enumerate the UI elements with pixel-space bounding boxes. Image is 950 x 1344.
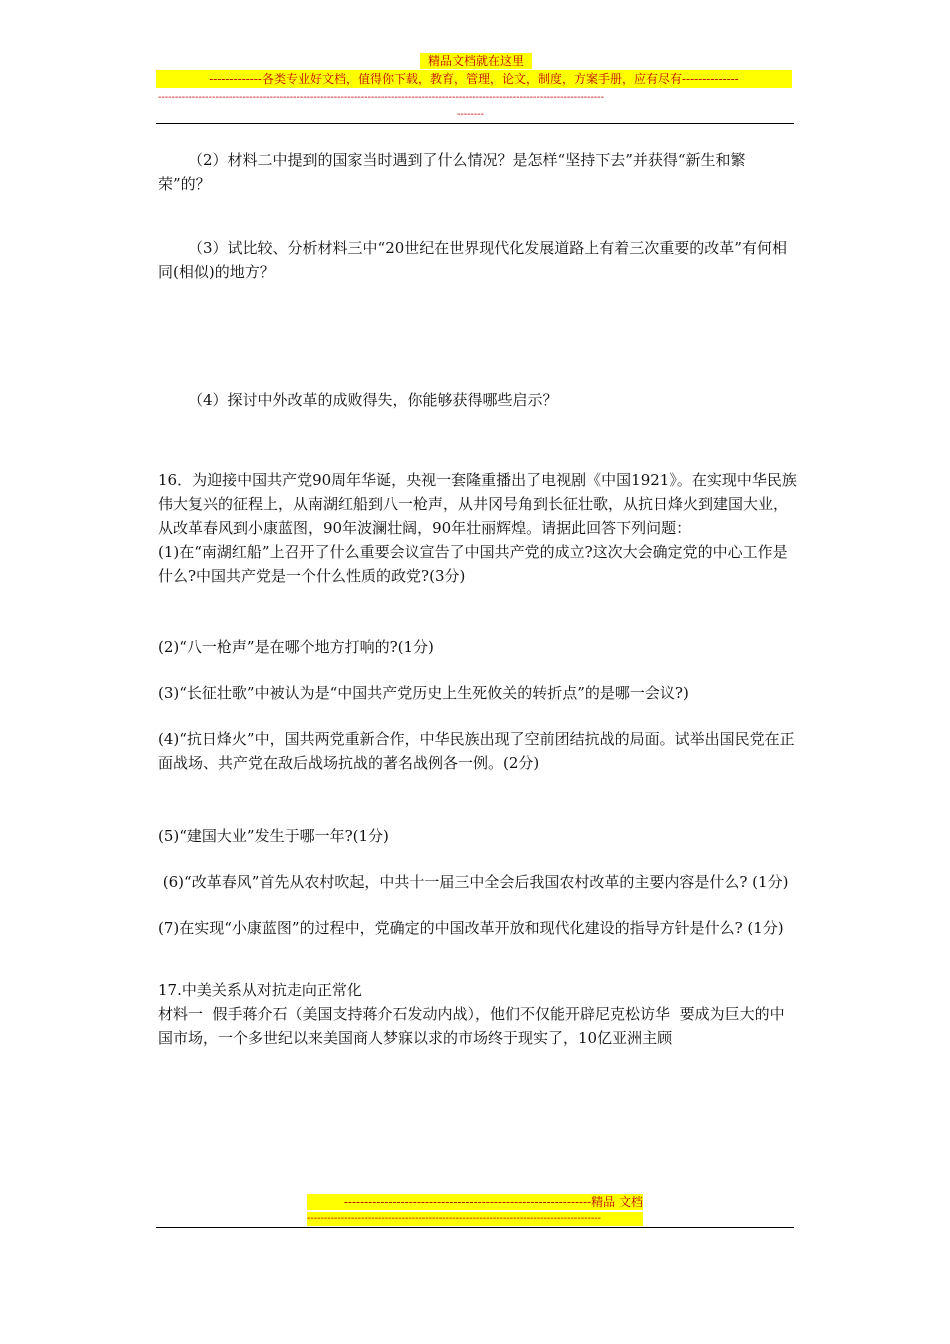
question-15-4: （4）探讨中外改革的成败得失，你能够获得哪些启示？ [188,391,558,409]
question-16-6: (6)“改革春风”首先从农村吹起，中共十一届三中全会后我国农村改革的主要内容是什么? (1分) [158,873,789,891]
footer-line-2: --------------------------------------------------------------------------------------- [307,1212,643,1226]
question-17-material-1: 材料一 假手蒋介石（美国支持蒋介石发动内战），他们不仅能开辟尼克松访华 要成为巨大的中国市场，一个多世纪以来美国商人梦寐以求的市场终于现实了，10亿亚洲主顾 [158,1005,785,1047]
question-17-title: 17.中美关系从对抗走向正常化 [158,981,362,999]
footer-line-1: -------------------------------------------------------------精品 文档 [307,1194,643,1210]
header-dash-line: ------------------------------------------------------------------------------------------------------------------------------------ [158,92,605,103]
header-dash-short: -------- [457,109,485,120]
header-banner: -------------各类专业好文档，值得你下载，教育，管理，论文，制度，方案手册，应有尽有-------------- [156,70,792,88]
footer-rule [156,1227,794,1228]
question-15-2: （2）材料二中提到的国家当时遇到了什么情况？是怎样“坚持下去”并获得“新生和繁荣”的？ [158,151,746,193]
header-title: 精品文档就在这里 [420,53,532,69]
document-body [158,148,798,1050]
question-15-3: （3）试比较、分析材料三中“20世纪在世界现代化发展道路上有着三次重要的改革”有何相同(相似)的地方？ [158,239,787,281]
question-16-2: (2)“八一枪声”是在哪个地方打响的?(1分) [158,638,434,656]
question-16-4: (4)“抗日烽火”中，国共两党重新合作，中华民族出现了空前团结抗战的局面。试举出国民党在正面战场、共产党在敌后战场抗战的著名战例各一例。(2分) [158,730,795,772]
question-16-5: (5)“建国大业”发生于哪一年?(1分) [158,827,389,845]
question-16-3: (3)“长征壮歌”中被认为是“中国共产党历史上生死攸关的转折点”的是哪一会议?) [158,684,689,702]
question-16-intro: 16．为迎接中国共产党90周年华诞，央视一套隆重播出了电视剧《中国1921》。在实现中华民族伟大复兴的征程上，从南湖红船到八一枪声，从井冈号角到长征壮歌，从抗日烽火到建国大业，从改革春风到小康蓝图，90年波澜壮阔，90年壮丽辉煌。请据此回答下列问题： [158,471,797,537]
question-16-7: (7)在实现“小康蓝图”的过程中，党确定的中国改革开放和现代化建设的指导方针是什么? (1分) [158,919,784,937]
question-16-1: (1)在“南湖红船”上召开了什么重要会议宣告了中国共产党的成立?这次大会确定党的中心工作是什么?中国共产党是一个什么性质的政党?(3分) [158,543,788,585]
header-rule [156,123,794,124]
